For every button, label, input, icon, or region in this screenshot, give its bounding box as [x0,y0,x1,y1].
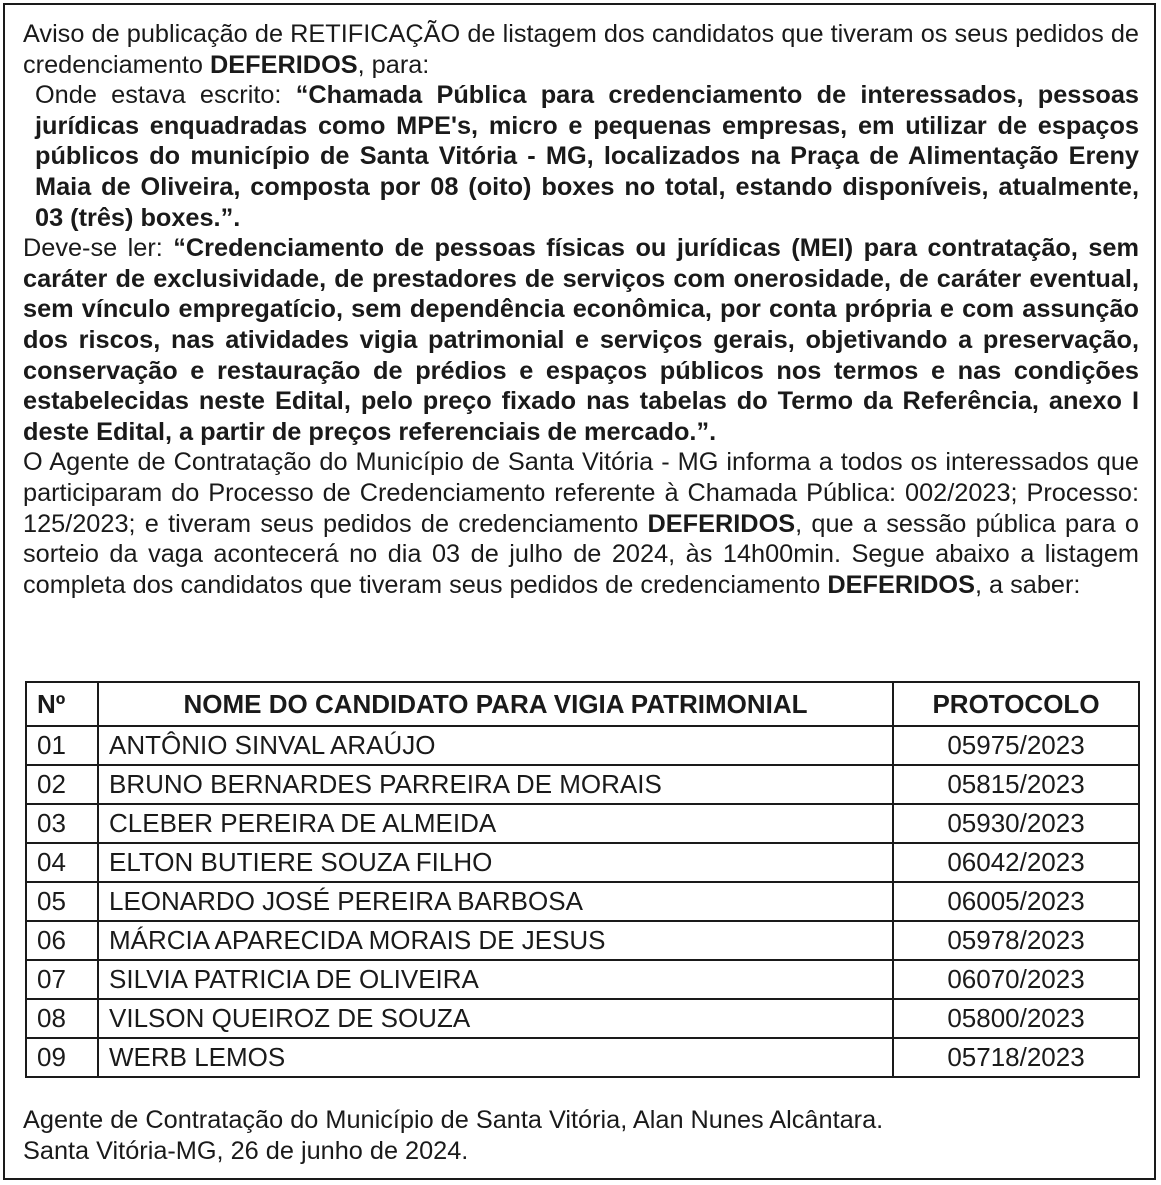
place-date-line: Santa Vitória-MG, 26 de junho de 2024. [23,1137,469,1165]
row-name: ANTÔNIO SINVAL ARAÚJO [98,726,893,765]
row-number: 02 [26,765,98,804]
row-number: 08 [26,999,98,1038]
onde-text: “Chamada Pública para credenciamento de interessados, pessoas jurídicas enquadradas como MPE's, micro e pequenas empresas, em utilizar de espaços públicos do município de Santa Vitória - MG, localizados na Praça de Alimentação Ereny Maia de Oliveira, composta por 08 (oito) boxes no total, estando disponíveis, atualmente, 03 (três) boxes.”. [35,81,1139,232]
table-row [26,765,1139,804]
table-row [26,843,1139,882]
intro-text: Aviso de publicação de RETIFICAÇÃO de listagem dos candidatos que tiveram os seus pedidos de credenciamento [23,20,1139,79]
table-row [26,1038,1139,1077]
row-protocol: 06070/2023 [893,960,1139,999]
row-name: MÁRCIA APARECIDA MORAIS DE JESUS [98,921,893,960]
row-protocol: 06005/2023 [893,882,1139,921]
row-number: 06 [26,921,98,960]
table-row [26,726,1139,765]
table-row [26,999,1139,1038]
row-protocol: 05800/2023 [893,999,1139,1038]
intro-deferidos: DEFERIDOS [210,50,358,79]
deve-label: Deve-se ler: [23,234,174,263]
agent-deferidos-1: DEFERIDOS [647,509,796,538]
table-row [26,804,1139,843]
row-protocol: 05930/2023 [893,804,1139,843]
header-number: Nº [26,682,98,726]
candidates-table [25,681,1140,1078]
header-name: NOME DO CANDIDATO PARA VIGIA PATRIMONIAL [98,682,893,726]
row-number: 07 [26,960,98,999]
row-protocol: 05978/2023 [893,921,1139,960]
table-header-row [26,682,1139,726]
row-name: BRUNO BERNARDES PARREIRA DE MORAIS [98,765,893,804]
signature-line: Agente de Contratação do Município de Santa Vitória, Alan Nunes Alcântara. [23,1106,884,1134]
row-protocol: 06042/2023 [893,843,1139,882]
table-row [26,960,1139,999]
agent-paragraph [23,447,1139,600]
deve-paragraph [23,233,1139,447]
notice-frame [3,3,1156,1180]
row-name: WERB LEMOS [98,1038,893,1077]
deve-text: “Credenciamento de pessoas físicas ou jurídicas (MEI) para contratação, sem caráter de exclusividade, de prestadores de serviços com onerosidade, de caráter eventual, sem vínculo empregatício, sem dependência econômica, por conta própria e com assunção dos riscos, nas atividades vigia patrimonial e serviços gerais, objetivando a preservação, conservação e restauração de prédios e espaços públicos nos termos e nas condições estabelecidas neste Edital, pelo preço fixado nas tabelas do Termo da Referência, anexo I deste Edital, a partir de preços referenciais de mercado.”. [23,234,1139,446]
row-name: VILSON QUEIROZ DE SOUZA [98,999,893,1038]
row-protocol: 05815/2023 [893,765,1139,804]
header-protocol: PROTOCOLO [893,682,1139,726]
agent-text: O Agente de Contratação do Município de Santa Vitória - MG informa a todos os interessados que participaram do Processo de Credenciamento referente à Chamada Pública: 002/2023; Processo: 125/2023; e tiveram seus pedidos de credenciamento [23,448,1139,538]
agent-text-end: , a saber: [974,570,1081,599]
row-name: ELTON BUTIERE SOUZA FILHO [98,843,893,882]
row-name: LEONARDO JOSÉ PEREIRA BARBOSA [98,882,893,921]
row-protocol: 05975/2023 [893,726,1139,765]
row-number: 01 [26,726,98,765]
table-row [26,882,1139,921]
row-name: SILVIA PATRICIA DE OLIVEIRA [98,960,893,999]
intro-text-end: , para: [357,50,430,79]
row-number: 03 [26,804,98,843]
signature-block [23,1105,1139,1167]
row-name: CLEBER PEREIRA DE ALMEIDA [98,804,893,843]
notice-body [23,19,1139,600]
onde-label: Onde estava escrito: [35,81,296,110]
onde-paragraph [23,80,1139,233]
row-number: 05 [26,882,98,921]
agent-deferidos-2: DEFERIDOS [827,570,975,599]
intro-paragraph [23,19,1139,80]
row-number: 04 [26,843,98,882]
table-row [26,921,1139,960]
agent-text-2: , que a sessão pública para o sorteio da vaga acontecerá no dia 03 de julho de 2024, às 14h00min. Segue abaixo a listagem completa dos candidatos que tiveram seus pedidos de credenciamento [23,509,1139,599]
row-number: 09 [26,1038,98,1077]
row-protocol: 05718/2023 [893,1038,1139,1077]
